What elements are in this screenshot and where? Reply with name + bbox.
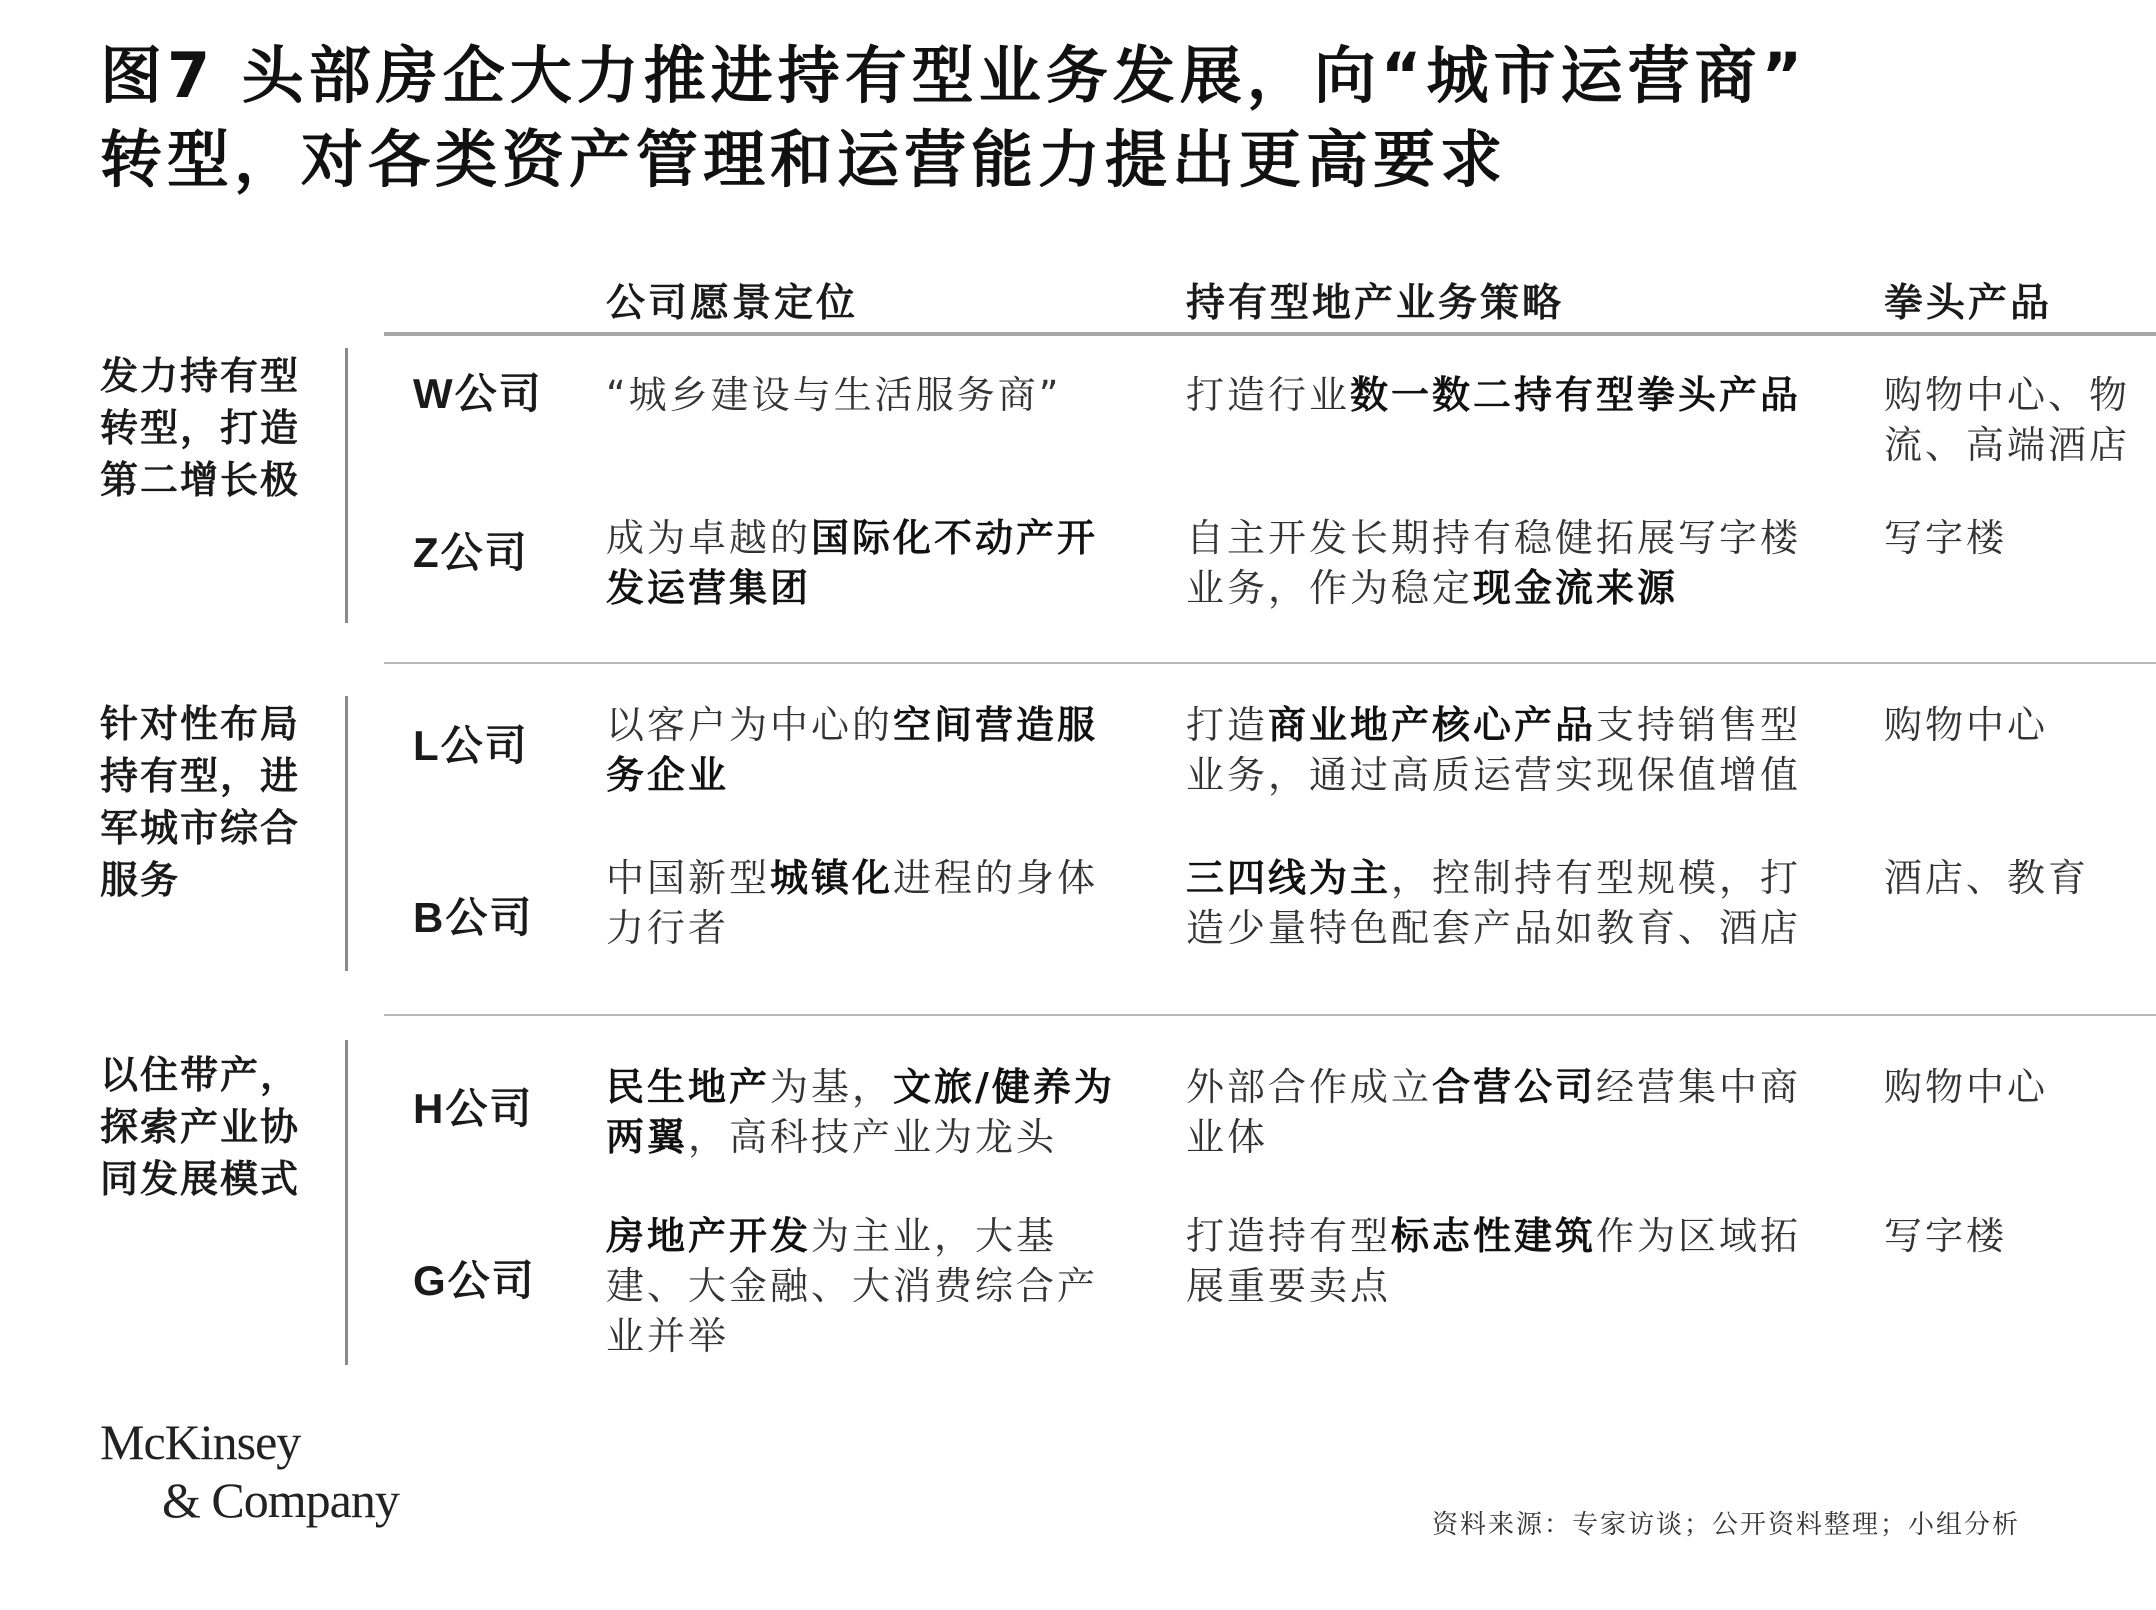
- vision-cell: [606, 853, 1126, 953]
- product-cell: 购物中心、物流、高端酒店: [1884, 373, 2131, 467]
- cell-text: 以客户为中心的: [606, 703, 894, 747]
- group-divider-2: [384, 1014, 2156, 1016]
- strategy-cell: [1186, 1062, 1836, 1162]
- vision-cell: [606, 1211, 1126, 1361]
- cell-text: “城乡建设与生活服务商”: [606, 373, 1062, 417]
- source-note: 资料来源：专家访谈；公开资料整理；小组分析: [1432, 1510, 2021, 1540]
- cell-text: 经营集中商业体: [1186, 1065, 1802, 1159]
- emphasis-text: 数一数二持有型拳头产品: [1350, 373, 1802, 417]
- group-label-2: 针对性布局持有型，进军城市综合服务: [100, 702, 301, 902]
- vision-cell: [606, 700, 1126, 800]
- emphasis-text: 房地产开发: [606, 1214, 812, 1258]
- company-label: L公司: [413, 722, 529, 769]
- emphasis-text: 合营公司: [1432, 1065, 1597, 1109]
- mckinsey-logo: [100, 1413, 399, 1529]
- company-label: Z公司: [413, 529, 529, 576]
- group-bar-2: [345, 696, 348, 971]
- strategy-cell: [1186, 370, 1836, 420]
- group-label-3: 以住带产，探索产业协同发展模式: [100, 1053, 301, 1201]
- cell-text: 支持销售型业务，通过高质运营实现保值增值: [1186, 703, 1802, 797]
- cell-text: 中国新型: [606, 856, 771, 900]
- vision-cell: [606, 1062, 1126, 1162]
- company-label: G公司: [413, 1257, 536, 1304]
- cell-text: ，控制持有型规模，打造少量特色配套产品如教育、酒店: [1186, 856, 1802, 950]
- header-product: 拳头产品: [1884, 281, 2053, 326]
- cell-text: ，高科技产业为龙头: [688, 1115, 1058, 1159]
- emphasis-text: 三四线为主: [1186, 856, 1392, 900]
- cell-text: 成为卓越的: [606, 516, 812, 560]
- company-label: H公司: [413, 1085, 534, 1132]
- page-title: [100, 34, 2080, 202]
- header-vision: 公司愿景定位: [606, 281, 859, 326]
- header-strategy: 持有型地产业务策略: [1186, 281, 1565, 326]
- emphasis-text: 城镇化: [770, 856, 894, 900]
- company-label: W公司: [413, 370, 543, 417]
- header-divider: [384, 332, 2156, 336]
- cell-text: 为基，: [770, 1065, 894, 1109]
- title-line-2: 转型，对各类资产管理和运营能力提出更高要求: [100, 123, 1508, 196]
- emphasis-text: 现金流来源: [1473, 566, 1679, 610]
- product-cell: 购物中心: [1884, 1065, 2049, 1109]
- product-cell: 酒店、教育: [1884, 856, 2090, 900]
- strategy-cell: [1186, 700, 1836, 800]
- vision-cell: [606, 513, 1126, 613]
- cell-text: 打造: [1186, 703, 1269, 747]
- cell-text: 打造行业: [1186, 373, 1351, 417]
- group-label-1: 发力持有型转型，打造第二增长极: [100, 354, 301, 502]
- emphasis-text: 标志性建筑: [1391, 1214, 1597, 1258]
- group-bar-3: [345, 1040, 348, 1365]
- cell-text: 外部合作成立: [1186, 1065, 1433, 1109]
- cell-text: 作为区域拓展重要卖点: [1186, 1214, 1802, 1308]
- emphasis-text: 国际化不动产开发运营集团: [606, 516, 1099, 610]
- strategy-cell: [1186, 1211, 1836, 1311]
- product-cell: 写字楼: [1884, 1214, 2008, 1258]
- emphasis-text: 商业地产核心产品: [1268, 703, 1597, 747]
- product-cell: 写字楼: [1884, 516, 2008, 560]
- cell-text: 打造持有型: [1186, 1214, 1392, 1258]
- group-divider-1: [384, 662, 2156, 664]
- title-line-1: 图7 头部房企大力推进持有型业务发展，向“城市运营商”: [100, 39, 1808, 112]
- emphasis-text: 民生地产: [606, 1065, 771, 1109]
- strategy-cell: [1186, 853, 1836, 953]
- emphasis-text: 文旅/健养为两翼: [606, 1065, 1115, 1159]
- cell-text: 为主业，大基建、大金融、大消费综合产业并举: [606, 1214, 1099, 1358]
- company-label: B公司: [413, 894, 534, 941]
- logo-line-1: McKinsey: [100, 1414, 301, 1470]
- logo-line-2: & Company: [162, 1472, 399, 1528]
- cell-text: 自主开发长期持有稳健拓展写字楼业务，作为稳定: [1186, 516, 1802, 610]
- group-bar-1: [345, 348, 348, 623]
- product-cell: 购物中心: [1884, 703, 2049, 747]
- emphasis-text: 空间营造服务企业: [606, 703, 1099, 797]
- vision-cell: [606, 370, 1126, 420]
- cell-text: 进程的身体力行者: [606, 856, 1099, 950]
- strategy-cell: [1186, 513, 1836, 613]
